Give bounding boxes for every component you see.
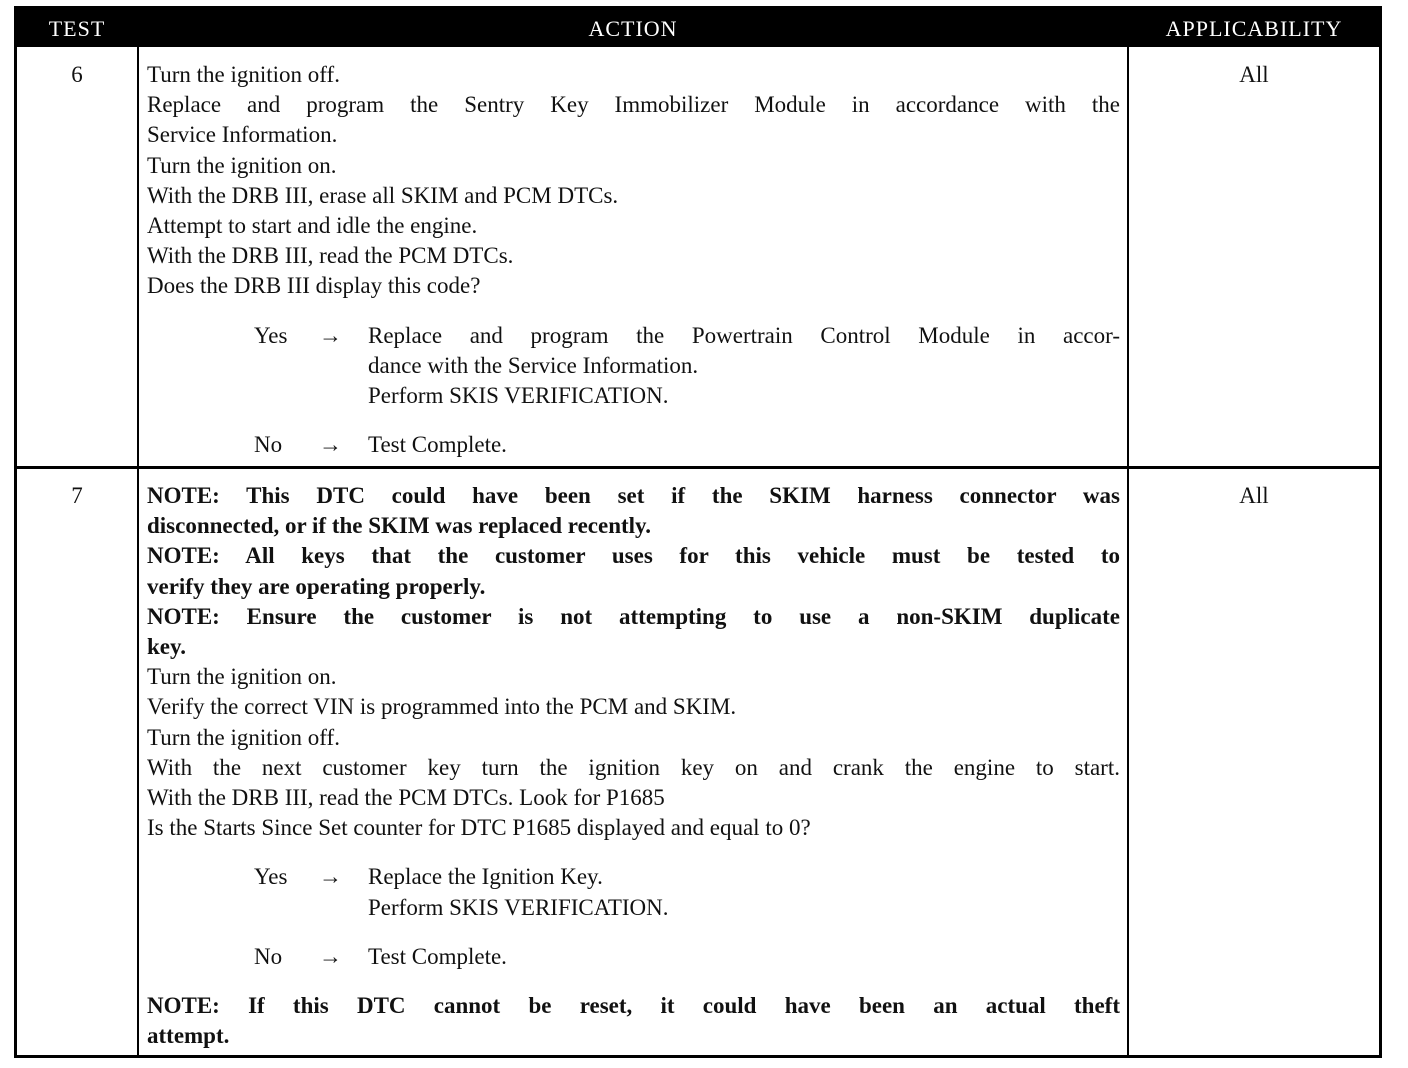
- final-note-line: NOTE: If this DTC cannot be reset, it could have been an actual theft: [147, 993, 1120, 1019]
- note-line: verify they are operating properly.: [147, 573, 486, 599]
- yes-text: Perform SKIS VERIFICATION.: [368, 894, 669, 920]
- no-label: No: [254, 432, 283, 458]
- no-response: [147, 942, 1120, 972]
- yes-text: Replace and program the Powertrain Control Module in accor-: [368, 322, 1120, 348]
- no-text: Test Complete.: [368, 943, 507, 969]
- arrow-icon: →: [319, 322, 342, 348]
- test-table: [14, 6, 1382, 1058]
- action-line: Turn the ignition off.: [147, 724, 340, 750]
- row-7-action: [147, 481, 1120, 1051]
- header-action: ACTION: [588, 16, 678, 41]
- table-header: [17, 9, 1379, 47]
- arrow-icon: →: [319, 943, 342, 969]
- column-divider-applicability: [1127, 47, 1129, 1055]
- yes-response: [147, 862, 1120, 892]
- yes-text: dance with the Service Information.: [368, 352, 699, 378]
- action-line: Replace and program the Sentry Key Immobilizer Module in accordance with the: [147, 92, 1120, 118]
- action-line: Attempt to start and idle the engine.: [147, 213, 478, 239]
- header-test: TEST: [48, 16, 106, 41]
- note-line: disconnected, or if the SKIM was replaced recently.: [147, 513, 652, 539]
- no-text: Test Complete.: [368, 432, 507, 458]
- row-7-applicability: All: [1239, 483, 1269, 508]
- no-label: No: [254, 943, 283, 969]
- yes-text: Perform SKIS VERIFICATION.: [368, 383, 669, 409]
- no-response: [147, 430, 1120, 460]
- note-line: NOTE: Ensure the customer is not attempting to use a non-SKIM duplicate: [147, 603, 1120, 629]
- row-6-action: [147, 60, 1120, 460]
- yes-label: Yes: [254, 864, 288, 890]
- row-7-test-number: 7: [71, 483, 83, 508]
- note-line: NOTE: This DTC could have been set if the SKIM harness connector was: [147, 483, 1120, 508]
- yes-text: Replace the Ignition Key.: [368, 864, 603, 890]
- action-line: Service Information.: [147, 122, 338, 148]
- action-line: Turn the ignition off.: [147, 62, 340, 87]
- action-line: With the DRB III, erase all SKIM and PCM DTCs.: [147, 182, 619, 208]
- yes-label: Yes: [254, 322, 288, 348]
- action-line: With the next customer key turn the ignition key on and crank the engine to start.: [147, 754, 1120, 780]
- final-note-line: attempt.: [147, 1023, 230, 1049]
- action-line: Turn the ignition on.: [147, 152, 337, 178]
- row-6-applicability: All: [1239, 62, 1269, 87]
- note-line: key.: [147, 634, 186, 660]
- action-line: With the DRB III, read the PCM DTCs. Look for P1685: [147, 785, 665, 811]
- column-divider-test: [137, 47, 139, 1055]
- note-line: NOTE: All keys that the customer uses for this vehicle must be tested to: [147, 543, 1120, 569]
- action-line: Does the DRB III display this code?: [147, 273, 481, 299]
- header-applicability: APPLICABILITY: [1165, 16, 1343, 41]
- arrow-icon: →: [319, 864, 342, 890]
- row-6-test-number: 6: [71, 62, 83, 87]
- arrow-icon: →: [319, 432, 342, 458]
- action-line: With the DRB III, read the PCM DTCs.: [147, 243, 514, 269]
- yes-response: [147, 321, 1120, 351]
- row-divider: [17, 466, 1379, 469]
- action-line: Is the Starts Since Set counter for DTC P1685 displayed and equal to 0?: [147, 815, 811, 841]
- action-line: Turn the ignition on.: [147, 664, 337, 690]
- action-line: Verify the correct VIN is programmed into the PCM and SKIM.: [147, 694, 737, 720]
